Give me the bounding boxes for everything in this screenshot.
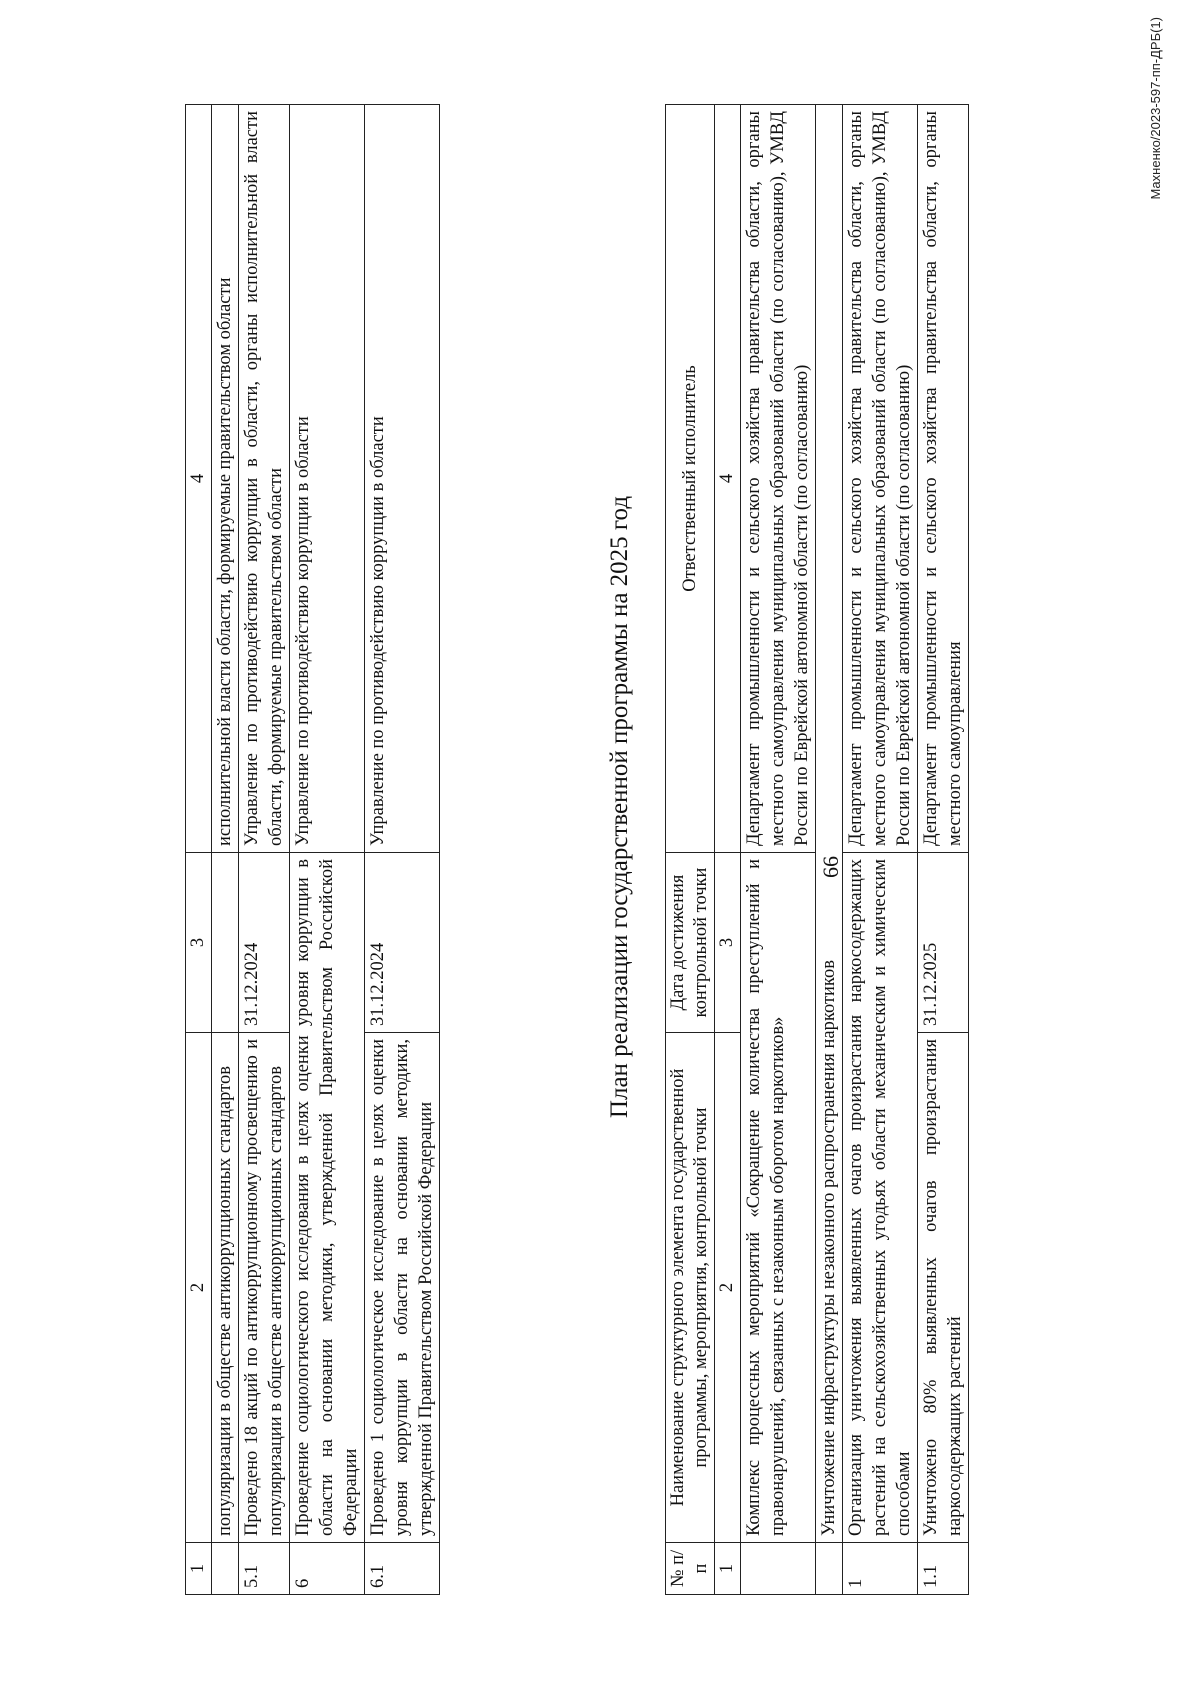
row-exec: Департамент промышленности и сельского хозяйства правительства области, органы местного самоуправления bbox=[918, 105, 969, 853]
row-exec: Управление по противодействию коррупции в области, органы исполнительной власти области, формируемые правительством области bbox=[239, 105, 290, 853]
col-number: 2 bbox=[715, 1033, 741, 1543]
page-number: 66 bbox=[818, 856, 843, 878]
top-table-col-numbers bbox=[186, 105, 212, 1595]
top-table bbox=[185, 104, 440, 1595]
header-num: № п/п bbox=[666, 1543, 715, 1595]
row-num: 1 bbox=[843, 1543, 918, 1595]
table-row bbox=[212, 105, 239, 1595]
complex-name: Комплекс процессных мероприятий «Сокращение количества преступлений и правонарушений, связанных с незаконным оборотом наркотиков» bbox=[741, 853, 816, 1543]
col-number: 1 bbox=[715, 1543, 741, 1595]
row-name: популяризации в обществе антикоррупционных стандартов bbox=[212, 1033, 239, 1543]
row-name: Проведено 1 социологическое исследование в целях оценки уровня коррупции в области на основании методики, утвержденной Правительством Российской Федерации bbox=[365, 1033, 440, 1543]
row-name: Организация уничтожения выявленных очагов произрастания наркосодержащих растений на сельскохозяйственных угодьях области механическим и химическим способами bbox=[843, 853, 918, 1543]
row-exec: Управление по противодействию коррупции в области bbox=[365, 105, 440, 853]
row-exec: исполнительной власти области, формируемые правительством области bbox=[212, 105, 239, 853]
row-num: 6.1 bbox=[365, 1543, 440, 1595]
col-number: 2 bbox=[186, 1033, 212, 1543]
complex-exec: Департамент промышленности и сельского хозяйства правительства области, органы местного самоуправления муниципальных образований области (по согласованию), УМВД России по Еврейской автономной области (по согласованию) bbox=[741, 105, 816, 853]
table-row bbox=[290, 105, 365, 1595]
row-exec: Департамент промышленности и сельского хозяйства правительства области, органы местного самоуправления муниципальных образований области (по согласованию), УМВД России по Еврейской автономной области (по согласованию) bbox=[843, 105, 918, 853]
col-number: 4 bbox=[186, 105, 212, 853]
row-date: 31.12.2024 bbox=[239, 853, 290, 1033]
col-number: 3 bbox=[186, 853, 212, 1033]
row-num bbox=[741, 1543, 816, 1595]
row-date bbox=[212, 853, 239, 1033]
row-exec: Управление по противодействию коррупции в области bbox=[290, 105, 365, 853]
row-name: Проведено 18 акций по антикоррупционному просвещению и популяризации в обществе антикоррупционных стандартов bbox=[239, 1033, 290, 1543]
table-row bbox=[918, 105, 969, 1595]
table-row bbox=[816, 105, 843, 1595]
row-num: 5.1 bbox=[239, 1543, 290, 1595]
header-name: Наименование структурного элемента государственной программы, мероприятия, контрольной точки bbox=[666, 1033, 715, 1543]
row-name: Уничтожено 80% выявленных очагов произрастания наркосодержащих растений bbox=[918, 1033, 969, 1543]
table-row bbox=[741, 105, 816, 1595]
col-number: 3 bbox=[715, 853, 741, 1033]
col-number: 4 bbox=[715, 105, 741, 853]
table-row bbox=[365, 105, 440, 1595]
task-name: Уничтожение инфраструктуры незаконного распространения наркотиков bbox=[816, 105, 843, 1543]
row-num: 6 bbox=[290, 1543, 365, 1595]
row-name: Проведение социологического исследования в целях оценки уровня коррупции в области на основании методики, утвержденной Правительством Российской Федерации bbox=[290, 853, 365, 1543]
row-num bbox=[212, 1543, 239, 1595]
header-date: Дата достижения контрольной точки bbox=[666, 853, 715, 1033]
plan-title: План реализации государственной программы на 2025 год bbox=[606, 495, 633, 1119]
plan-table bbox=[665, 104, 969, 1595]
plan-table-col-numbers bbox=[715, 105, 741, 1595]
table-row bbox=[843, 105, 918, 1595]
table-row bbox=[239, 105, 290, 1595]
row-num bbox=[816, 1543, 843, 1595]
header-exec: Ответственный исполнитель bbox=[666, 105, 715, 853]
row-date: 31.12.2024 bbox=[365, 853, 440, 1033]
row-date: 31.12.2025 bbox=[918, 853, 969, 1033]
plan-table-header bbox=[666, 105, 715, 1595]
footer-code: Махненко/2023-597-пп-ДРБ(1) bbox=[1148, 17, 1163, 200]
row-num: 1.1 bbox=[918, 1543, 969, 1595]
col-number: 1 bbox=[186, 1543, 212, 1595]
